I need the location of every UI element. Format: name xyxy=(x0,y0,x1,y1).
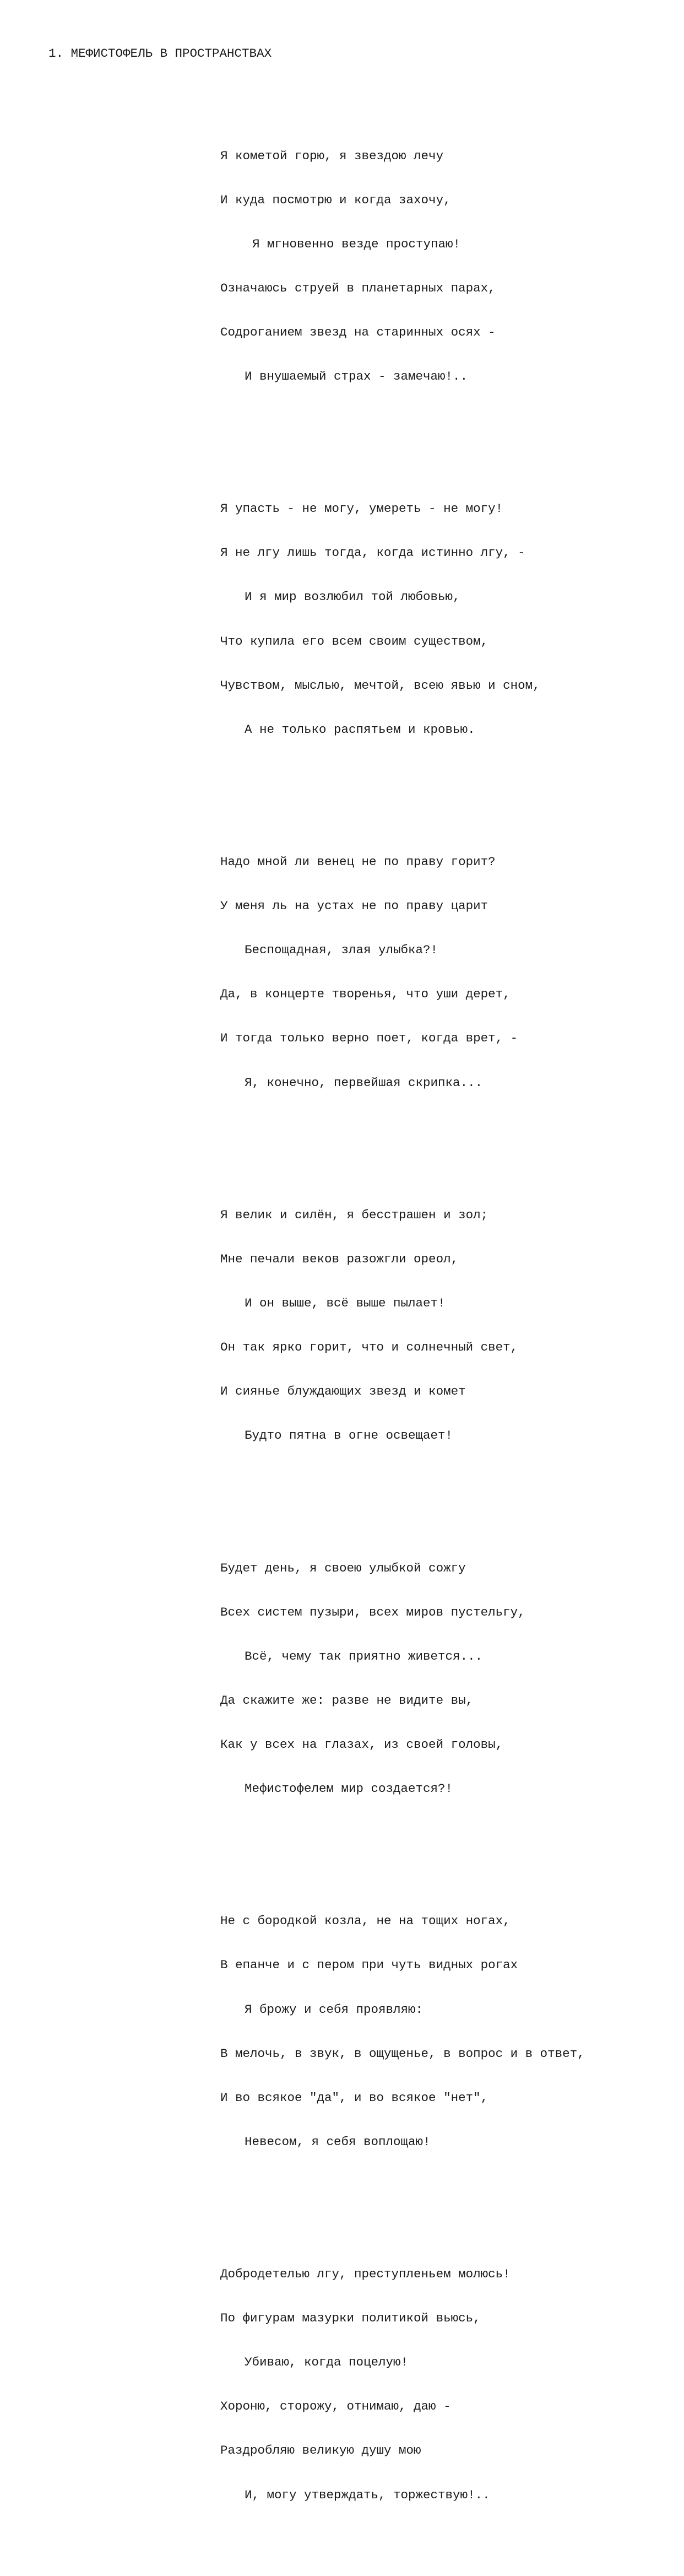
poem-line: Я мгновенно везде проступаю! xyxy=(252,236,461,251)
poem-line: Невесом, я себя воплощаю! xyxy=(245,2134,431,2149)
stanza-3 xyxy=(220,825,585,1120)
poem-line: Убиваю, когда поцелую! xyxy=(245,2355,409,2370)
poem-line: Чувством, мыслью, мечтой, всею явью и сном, xyxy=(220,678,540,693)
poem-line: Добродетелью лгу, преступленьем молюсь! xyxy=(220,2267,511,2282)
poem-line: Содроганием звезд на старинных осях - xyxy=(220,325,496,339)
stanza-1 xyxy=(220,119,585,413)
poem-body xyxy=(220,75,585,2576)
poem-line: Я упасть - не могу, умереть - не могу! xyxy=(220,501,503,516)
poem-line: И, могу утверждать, торжествую!.. xyxy=(245,2487,490,2502)
poem-line: Будет день, я своею улыбкой сожгу xyxy=(220,1560,466,1575)
poem-line: Я брожу и себя проявляю: xyxy=(245,2002,424,2017)
poem-line: И я мир возлюбил той любовью, xyxy=(245,590,460,604)
stanza-4 xyxy=(220,1178,585,1472)
poem-line: И сиянье блуждающих звезд и комет xyxy=(220,1384,466,1399)
poem-line: Означаюсь струей в планетарных парах, xyxy=(220,280,496,295)
poem-line: В мелочь, в звук, в ощущенье, в вопрос и в ответ, xyxy=(220,2046,585,2061)
poem-line: И тогда только верно поет, когда врет, - xyxy=(220,1031,518,1046)
stanza-2 xyxy=(220,472,585,766)
poem-line: Мне печали веков разожгли ореол, xyxy=(220,1251,459,1266)
poem-line: Раздробляю великую душу мою xyxy=(220,2443,421,2458)
poem-line: И он выше, всё выше пылает! xyxy=(245,1296,446,1310)
poem-line: Я кометой горю, я звездою лечу xyxy=(220,148,444,163)
poem-line: И внушаемый страх - замечаю!.. xyxy=(245,369,468,384)
poem-line: Да, в концерте творенья, что уши дерет, xyxy=(220,987,511,1002)
poem-line: Я не лгу лишь тогда, когда истинно лгу, - xyxy=(220,546,525,560)
poem-line: Да скажите же: разве не видите вы, xyxy=(220,1693,474,1708)
poem-line: Всех систем пузыри, всех миров пустельгу, xyxy=(220,1605,525,1619)
poem-line: Я, конечно, первейшая скрипка... xyxy=(245,1075,483,1090)
poem-line: А не только распятьем и кровью. xyxy=(245,722,475,737)
poem-line: Что купила его всем своим существом, xyxy=(220,634,488,649)
poem-line: И куда посмотрю и когда захочу, xyxy=(220,192,451,207)
poem-line: Хороню, сторожу, отнимаю, даю - xyxy=(220,2399,451,2414)
poem-line: Беспощадная, злая улыбка?! xyxy=(245,943,438,958)
poem-line: Мефистофелем мир создается?! xyxy=(245,1781,453,1796)
poem-line: Всё, чему так приятно живется... xyxy=(245,1649,483,1664)
poem-line: И во всякое "да", и во всякое "нет", xyxy=(220,2090,488,2105)
poem-line: Он так ярко горит, что и солнечный свет, xyxy=(220,1340,518,1355)
poem-title: 1. МЕФИСТОФЕЛЬ В ПРОСТРАНСТВАХ xyxy=(48,46,272,61)
poem-line: Будто пятна в огне освещает! xyxy=(245,1428,453,1443)
poem-line: Как у всех на глазах, из своей головы, xyxy=(220,1737,503,1752)
poem-line: В епанче и с пером при чуть видных рогах xyxy=(220,1958,518,1973)
stanza-6 xyxy=(220,1884,585,2179)
poem-line: Я велик и силён, я бесстрашен и зол; xyxy=(220,1207,488,1222)
stanza-5 xyxy=(220,1531,585,1826)
poem-line: Надо мной ли венец не по праву горит? xyxy=(220,855,496,870)
poem-line: По фигурам мазурки политикой вьюсь, xyxy=(220,2311,481,2326)
stanza-7 xyxy=(220,2238,585,2532)
poem-line: У меня ль на устах не по праву царит xyxy=(220,899,488,914)
poem-line: Не с бородкой козла, не на тощих ногах, xyxy=(220,1914,511,1929)
